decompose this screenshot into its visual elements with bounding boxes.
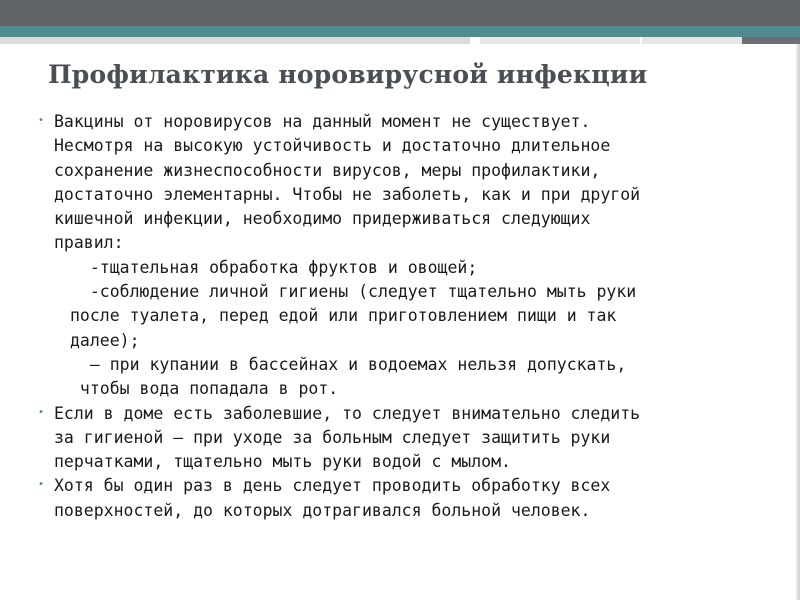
header-band-light-left [0, 37, 470, 44]
body-line: кишечной инфекции, необходимо придерживаться следующих [54, 209, 591, 229]
bullet-item-vaccines [38, 110, 778, 402]
bullet-item-surface-cleaning [38, 474, 778, 523]
slide-edge-shadow [796, 44, 800, 600]
body-line: после туалета, перед едой или приготовлением пищи и так [70, 306, 617, 326]
body-line: -тщательная обработка фруктов и овощей; [70, 257, 478, 277]
body-line: Несмотря на высокую устойчивость и достаточно длительное [54, 136, 611, 156]
body-line: достаточно элементарны. Чтобы не заболеть, как и при другой [54, 184, 641, 204]
header-band-corner [742, 37, 800, 44]
body-line: Если в доме есть заболевшие, то следует внимательно следить [54, 403, 641, 423]
body-line: -соблюдение личной гигиены (следует тщательно мыть руки [70, 282, 637, 302]
bullet-icon: • [38, 406, 45, 418]
header-band-light-right [480, 37, 640, 44]
body-line: правил: [54, 233, 124, 253]
body-line: чтобы вода попадала в рот. [70, 379, 339, 399]
header-band-accent [0, 26, 800, 37]
body-line: – при купании в бассейнах и водоемах нельзя допускать, [70, 354, 627, 374]
bullet-icon: • [38, 115, 45, 126]
bullet-item-sick-at-home [38, 402, 778, 475]
body-line: за гигиеной – при уходе за больным следует защитить руки [54, 427, 611, 447]
body-line: Вакцины от норовирусов на данный момент не существует. [54, 112, 591, 131]
header-band-dark [0, 0, 800, 26]
header-band [0, 0, 800, 44]
sub-item-swimming [54, 353, 778, 402]
body-line: далее); [70, 330, 140, 350]
slide-body [38, 110, 778, 523]
sub-item-hygiene [54, 280, 778, 353]
body-line: Хотя бы один раз в день следует проводить обработку всех [54, 476, 611, 496]
sub-item-food-processing [54, 256, 778, 280]
body-line: поверхностей, до которых дотрагивался больной человек. [54, 500, 591, 520]
body-line: сохранение жизнеспособности вирусов, меры профилактики, [54, 160, 601, 180]
slide-title: Профилактика норовирусной инфекции [48, 60, 648, 89]
body-line: перчатками, тщательно мыть руки водой с мылом. [54, 452, 511, 472]
bullet-icon: • [38, 479, 45, 491]
header-band-tab [642, 37, 742, 44]
